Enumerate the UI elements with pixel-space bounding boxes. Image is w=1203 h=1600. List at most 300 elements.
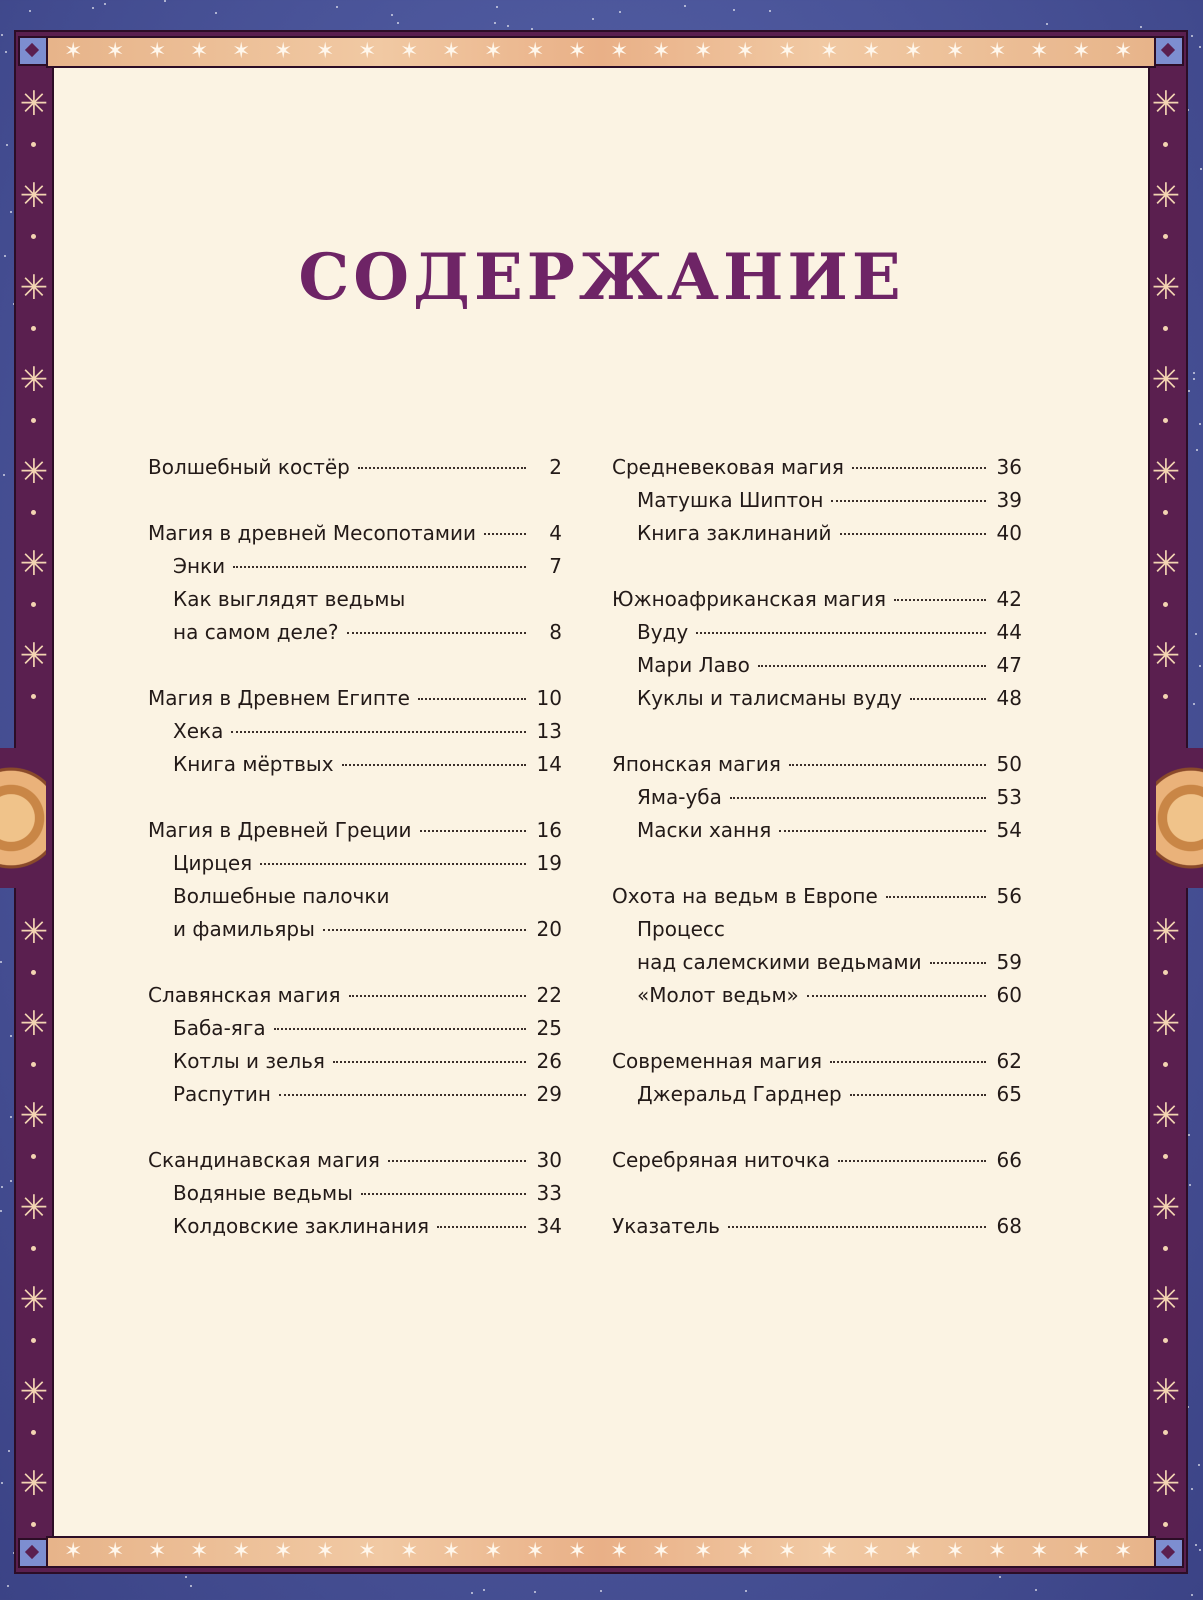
toc-entry-title: Распутин <box>173 1082 271 1106</box>
toc-entry-title: Цирцея <box>173 851 253 875</box>
band-star-icon: ✶ <box>106 39 125 64</box>
toc-section <box>148 1148 562 1247</box>
dot-ornament <box>1163 1430 1168 1435</box>
dot-ornament <box>31 1246 36 1251</box>
sky-star <box>600 1590 602 1592</box>
band-star-icon: ✶ <box>64 39 83 64</box>
band-star-icon: ✶ <box>400 1539 419 1564</box>
toc-page-number: 47 <box>996 653 1022 677</box>
dot-leader <box>347 632 526 634</box>
toc-entry-title: Джеральд Гарднер <box>637 1082 842 1106</box>
star-ornament-icon: ✳ <box>19 1464 49 1504</box>
dot-ornament <box>1163 326 1168 331</box>
sky-star <box>769 10 771 12</box>
toc-entry-title: Книга заклинаний <box>637 521 832 545</box>
sky-star <box>6 144 8 146</box>
dot-leader <box>840 533 986 535</box>
toc-entry[interactable] <box>148 455 562 488</box>
toc-section <box>148 686 562 785</box>
sky-star <box>10 1116 12 1118</box>
dot-leader <box>484 533 526 535</box>
star-ornament-icon: ✳ <box>1151 1096 1181 1136</box>
band-star-icon: ✶ <box>694 1539 713 1564</box>
toc-entry-title: Баба-яга <box>173 1016 266 1040</box>
sky-star <box>1140 26 1142 28</box>
toc-subentry[interactable] <box>612 521 1022 554</box>
star-ornament-icon: ✳ <box>19 544 49 584</box>
toc-entry-title: Волшебный костёр <box>148 455 350 479</box>
sky-star <box>483 1589 485 1591</box>
toc-subentry[interactable] <box>148 917 562 950</box>
dot-ornament <box>31 1062 36 1067</box>
star-ornament-icon: ✳ <box>19 1096 49 1136</box>
sun-medallion-icon <box>1156 748 1203 888</box>
band-star-icon: ✶ <box>1030 1539 1049 1564</box>
band-star-icon: ✶ <box>148 39 167 64</box>
star-ornament-icon: ✳ <box>1151 544 1181 584</box>
dot-leader <box>886 896 986 898</box>
band-star-icon: ✶ <box>400 39 419 64</box>
star-ornament-icon: ✳ <box>1151 1004 1181 1044</box>
toc-page-number: 25 <box>536 1016 562 1040</box>
band-star-icon: ✶ <box>820 1539 839 1564</box>
sky-star <box>1193 372 1195 374</box>
toc-subentry[interactable] <box>148 620 562 653</box>
toc-subentry[interactable] <box>612 983 1022 1016</box>
band-star-icon: ✶ <box>1114 1539 1133 1564</box>
sky-star <box>1189 1184 1191 1186</box>
toc-entry-title: Маски хання <box>637 818 772 842</box>
toc-entry-title: Средневековая магия <box>612 455 844 479</box>
toc-page-number: 29 <box>536 1082 562 1106</box>
dot-leader <box>233 566 526 568</box>
dot-leader <box>358 467 526 469</box>
dot-ornament <box>31 418 36 423</box>
toc-page-number: 4 <box>549 521 562 545</box>
toc-entry-title: Котлы и зелья <box>173 1049 325 1073</box>
band-star-icon: ✶ <box>778 1539 797 1564</box>
toc-entry-title: Охота на ведьм в Европе <box>612 884 878 908</box>
band-star-icon: ✶ <box>1072 39 1091 64</box>
band-star-icon: ✶ <box>190 39 209 64</box>
dot-leader <box>831 500 986 502</box>
toc-entry-title: над салемскими ведьмами <box>637 950 922 974</box>
toc-section <box>612 1049 1022 1115</box>
dot-ornament <box>31 602 36 607</box>
star-ornament-icon: ✳ <box>19 1280 49 1320</box>
toc-page-number: 68 <box>996 1214 1022 1238</box>
toc-entry-title: Японская магия <box>612 752 781 776</box>
sky-star <box>507 25 509 27</box>
sky-star <box>10 1180 12 1182</box>
band-star-icon: ✶ <box>358 39 377 64</box>
toc-page-number: 19 <box>536 851 562 875</box>
band-star-icon: ✶ <box>106 1539 125 1564</box>
dot-ornament <box>31 1154 36 1159</box>
sky-star <box>10 211 12 213</box>
toc-subentry[interactable] <box>612 1082 1022 1115</box>
toc-entry-title: Магия в Древней Греции <box>148 818 412 842</box>
dot-leader <box>758 665 986 667</box>
dot-ornament <box>1163 1062 1168 1067</box>
sky-star <box>496 6 498 8</box>
toc-page-number: 60 <box>996 983 1022 1007</box>
star-ornament-icon: ✳ <box>1151 1372 1181 1412</box>
star-ornament-icon: ✳ <box>1151 452 1181 492</box>
toc-page-number: 33 <box>536 1181 562 1205</box>
band-star-icon: ✶ <box>358 1539 377 1564</box>
sky-star <box>534 1591 536 1593</box>
toc-entry[interactable] <box>148 521 562 554</box>
toc-subentry[interactable] <box>148 851 562 884</box>
dot-ornament <box>31 1430 36 1435</box>
band-star-icon: ✶ <box>946 1539 965 1564</box>
band-star-icon: ✶ <box>694 39 713 64</box>
band-star-icon: ✶ <box>232 39 251 64</box>
dot-ornament <box>1163 694 1168 699</box>
toc-page-number: 36 <box>996 455 1022 479</box>
sky-star <box>745 1590 747 1592</box>
sky-star <box>215 12 217 14</box>
dot-ornament <box>31 1522 36 1527</box>
sky-star <box>1191 35 1193 37</box>
band-star-icon: ✶ <box>820 39 839 64</box>
dot-leader <box>342 764 526 766</box>
toc-page-number: 26 <box>536 1049 562 1073</box>
toc-subentry[interactable] <box>612 818 1022 851</box>
band-star-icon: ✶ <box>610 1539 629 1564</box>
star-ornament-icon: ✳ <box>19 912 49 952</box>
toc-page-number: 40 <box>996 521 1022 545</box>
dot-leader <box>838 1160 986 1162</box>
band-star-icon: ✶ <box>190 1539 209 1564</box>
sky-star <box>1193 703 1195 705</box>
toc-section <box>612 1148 1022 1181</box>
sun-medallion-icon <box>0 748 46 888</box>
sky-star <box>1 1482 3 1484</box>
toc-page-number: 59 <box>996 950 1022 974</box>
sky-star <box>1199 665 1201 667</box>
star-ornament-icon: ✳ <box>19 1188 49 1228</box>
toc-entry-title: Волшебные палочки <box>173 884 390 908</box>
band-star-icon: ✶ <box>1114 39 1133 64</box>
dot-leader <box>437 1226 526 1228</box>
sky-star <box>1195 1544 1197 1546</box>
toc-entry[interactable] <box>612 752 1022 785</box>
band-star-icon: ✶ <box>274 1539 293 1564</box>
toc-entry-title: Энки <box>173 554 226 578</box>
corner-ornament <box>18 1538 48 1568</box>
toc-page-number: 16 <box>536 818 562 842</box>
sky-star <box>494 22 496 24</box>
frame-bottom-band <box>46 1536 1156 1568</box>
toc-entry-title: на самом деле? <box>173 620 339 644</box>
toc-subentry[interactable] <box>148 752 562 785</box>
sky-star <box>3 474 5 476</box>
sky-star <box>29 10 31 12</box>
toc-entry-title: Водяные ведьмы <box>173 1181 353 1205</box>
dot-leader <box>894 599 986 601</box>
toc-entry-title: Куклы и талисманы вуду <box>637 686 902 710</box>
dot-leader <box>349 995 527 997</box>
sky-star <box>1199 423 1201 425</box>
toc-page-number: 56 <box>996 884 1022 908</box>
toc-entry-title: Матушка Шиптон <box>637 488 824 512</box>
sky-star <box>164 0 166 2</box>
sky-star <box>7 1585 9 1587</box>
star-ornament-icon: ✳ <box>19 84 49 124</box>
band-star-icon: ✶ <box>736 1539 755 1564</box>
band-star-icon: ✶ <box>652 39 671 64</box>
corner-ornament <box>1154 1538 1184 1568</box>
dot-ornament <box>31 970 36 975</box>
toc-subentry[interactable] <box>148 1082 562 1115</box>
band-star-icon: ✶ <box>316 39 335 64</box>
toc-page-number: 14 <box>536 752 562 776</box>
toc-entry[interactable] <box>612 1049 1022 1082</box>
toc-page-number: 48 <box>996 686 1022 710</box>
toc-entry-title: Скандинавская магия <box>148 1148 380 1172</box>
dot-leader <box>420 830 526 832</box>
toc-entry-title: Вуду <box>637 620 689 644</box>
star-ornament-icon: ✳ <box>1151 176 1181 216</box>
sky-star <box>1188 1134 1190 1136</box>
dot-ornament <box>1163 142 1168 147</box>
toc-entry[interactable] <box>148 1148 562 1181</box>
sky-star <box>336 6 338 8</box>
toc-subentry[interactable] <box>148 1214 562 1247</box>
star-ornament-icon: ✳ <box>1151 912 1181 952</box>
sky-star <box>733 9 735 11</box>
star-ornament-icon: ✳ <box>19 360 49 400</box>
toc-section <box>148 521 562 653</box>
toc-entry[interactable] <box>148 818 562 851</box>
toc-subentry[interactable] <box>612 488 1022 521</box>
toc-page-number: 54 <box>996 818 1022 842</box>
dot-leader <box>852 467 986 469</box>
toc-subentry[interactable] <box>612 686 1022 719</box>
band-star-icon: ✶ <box>484 1539 503 1564</box>
band-star-icon: ✶ <box>442 39 461 64</box>
toc-section <box>612 455 1022 554</box>
star-ornament-icon: ✳ <box>19 1004 49 1044</box>
toc-entry-title: Серебряная ниточка <box>612 1148 831 1172</box>
sky-star <box>1198 1464 1200 1466</box>
dot-ornament <box>1163 1522 1168 1527</box>
toc-section <box>612 752 1022 851</box>
toc-entry-title: «Молот ведьм» <box>637 983 799 1007</box>
star-ornament-icon: ✳ <box>19 1372 49 1412</box>
toc-entry-title: Южноафриканская магия <box>612 587 886 611</box>
sky-star <box>471 1592 473 1594</box>
sky-star <box>1188 390 1190 392</box>
toc-subentry[interactable] <box>612 917 1022 950</box>
sky-star <box>999 1576 1001 1578</box>
dot-ornament <box>1163 1246 1168 1251</box>
band-star-icon: ✶ <box>946 39 965 64</box>
toc-entry[interactable] <box>612 1148 1022 1181</box>
sky-star <box>1046 23 1048 25</box>
toc-subentry[interactable] <box>148 1049 562 1082</box>
dot-leader <box>260 863 526 865</box>
dot-ornament <box>1163 970 1168 975</box>
star-ornament-icon: ✳ <box>19 268 49 308</box>
sky-star <box>1 34 3 36</box>
toc-entry-title: Как выглядят ведьмы <box>173 587 406 611</box>
dot-leader <box>850 1094 986 1096</box>
band-star-icon: ✶ <box>484 39 503 64</box>
star-ornament-icon: ✳ <box>19 452 49 492</box>
toc-entry-title: Славянская магия <box>148 983 341 1007</box>
toc-entry-title: Современная магия <box>612 1049 823 1073</box>
toc-subentry[interactable] <box>148 884 562 917</box>
toc-page-number: 62 <box>996 1049 1022 1073</box>
band-star-icon: ✶ <box>610 39 629 64</box>
toc-entry[interactable] <box>612 1214 1022 1247</box>
toc-subentry[interactable] <box>612 620 1022 653</box>
dot-leader <box>779 830 986 832</box>
sky-star <box>1191 1488 1193 1490</box>
band-star-icon: ✶ <box>316 1539 335 1564</box>
dot-ornament <box>31 326 36 331</box>
sky-star <box>1196 449 1198 451</box>
star-ornament-icon: ✳ <box>1151 360 1181 400</box>
sky-star <box>190 1585 192 1587</box>
band-star-icon: ✶ <box>1072 1539 1091 1564</box>
sky-star <box>0 1210 2 1212</box>
corner-ornament <box>1154 36 1184 66</box>
sky-star <box>1200 168 1202 170</box>
sky-star <box>1193 378 1195 380</box>
toc-page-number: 50 <box>996 752 1022 776</box>
toc-entry-title: Указатель <box>612 1214 720 1238</box>
toc-page-number: 8 <box>549 620 562 644</box>
toc-page-number: 10 <box>536 686 562 710</box>
sky-star <box>592 18 594 20</box>
toc-page-number: 2 <box>549 455 562 479</box>
toc-subentry[interactable] <box>612 653 1022 686</box>
toc-entry-title: и фамильяры <box>173 917 315 941</box>
sky-star <box>1199 46 1201 48</box>
toc-right-column <box>612 455 1022 1280</box>
band-star-icon: ✶ <box>736 39 755 64</box>
dot-leader <box>388 1160 526 1162</box>
toc-subentry[interactable] <box>612 950 1022 983</box>
dot-ornament <box>1163 1338 1168 1343</box>
frame-top-band <box>46 36 1156 68</box>
band-star-icon: ✶ <box>778 39 797 64</box>
toc-left-column <box>148 455 562 1280</box>
sky-star <box>1035 1589 1037 1591</box>
toc-section <box>612 587 1022 719</box>
toc-section <box>148 983 562 1115</box>
dot-leader <box>323 929 526 931</box>
dot-ornament <box>31 142 36 147</box>
toc-entry[interactable] <box>612 884 1022 917</box>
dot-leader <box>730 797 986 799</box>
toc-entry[interactable] <box>612 587 1022 620</box>
sky-star <box>619 11 621 13</box>
band-star-icon: ✶ <box>274 39 293 64</box>
dot-ornament <box>1163 510 1168 515</box>
dot-ornament <box>31 1338 36 1343</box>
page-title: СОДЕРЖАНИЕ <box>298 240 905 315</box>
toc-page-number: 7 <box>549 554 562 578</box>
band-star-icon: ✶ <box>1030 39 1049 64</box>
dot-leader <box>696 632 986 634</box>
band-star-icon: ✶ <box>862 39 881 64</box>
band-star-icon: ✶ <box>64 1539 83 1564</box>
band-star-icon: ✶ <box>904 1539 923 1564</box>
band-star-icon: ✶ <box>568 39 587 64</box>
toc-page-number: 20 <box>536 917 562 941</box>
band-star-icon: ✶ <box>652 1539 671 1564</box>
dot-leader <box>789 764 986 766</box>
band-star-icon: ✶ <box>988 39 1007 64</box>
toc-subentry[interactable] <box>148 1016 562 1049</box>
band-star-icon: ✶ <box>988 1539 1007 1564</box>
dot-ornament <box>1163 1154 1168 1159</box>
dot-leader <box>807 995 986 997</box>
star-ornament-icon: ✳ <box>1151 84 1181 124</box>
toc-page-number: 66 <box>996 1148 1022 1172</box>
dot-leader <box>333 1061 526 1063</box>
sky-star <box>10 1035 12 1037</box>
toc-page-number: 30 <box>536 1148 562 1172</box>
dot-ornament <box>1163 234 1168 239</box>
star-ornament-icon: ✳ <box>1151 1464 1181 1504</box>
toc-page-number: 39 <box>996 488 1022 512</box>
toc-entry[interactable] <box>612 455 1022 488</box>
sky-star <box>1199 1549 1201 1551</box>
sky-star <box>1191 1594 1193 1596</box>
toc-entry[interactable] <box>148 686 562 719</box>
band-star-icon: ✶ <box>568 1539 587 1564</box>
star-ornament-icon: ✳ <box>1151 1188 1181 1228</box>
toc-section <box>612 1214 1022 1247</box>
star-ornament-icon: ✳ <box>1151 1280 1181 1320</box>
toc-entry-title: Яма-уба <box>637 785 722 809</box>
dot-leader <box>728 1226 986 1228</box>
toc-page-number: 13 <box>536 719 562 743</box>
toc-entry-title: Колдовские заклинания <box>173 1214 429 1238</box>
toc-section <box>148 818 562 950</box>
band-star-icon: ✶ <box>442 1539 461 1564</box>
toc-page-number: 22 <box>536 983 562 1007</box>
toc-page-number: 53 <box>996 785 1022 809</box>
band-star-icon: ✶ <box>862 1539 881 1564</box>
toc-subentry[interactable] <box>148 587 562 620</box>
toc-page-number: 42 <box>996 587 1022 611</box>
toc-section <box>148 455 562 488</box>
star-ornament-icon: ✳ <box>1151 636 1181 676</box>
sky-star <box>8 1450 10 1452</box>
dot-leader <box>361 1193 526 1195</box>
toc-entry-title: Процесс <box>637 917 725 941</box>
toc-subentry[interactable] <box>148 719 562 752</box>
sky-star <box>92 7 94 9</box>
toc-subentry[interactable] <box>148 554 562 587</box>
sky-star <box>185 1576 187 1578</box>
toc-section <box>612 884 1022 1016</box>
toc-entry[interactable] <box>148 983 562 1016</box>
toc-subentry[interactable] <box>148 1181 562 1214</box>
band-star-icon: ✶ <box>526 1539 545 1564</box>
star-ornament-icon: ✳ <box>1151 268 1181 308</box>
toc-subentry[interactable] <box>612 785 1022 818</box>
sky-star <box>391 14 393 16</box>
band-star-icon: ✶ <box>232 1539 251 1564</box>
